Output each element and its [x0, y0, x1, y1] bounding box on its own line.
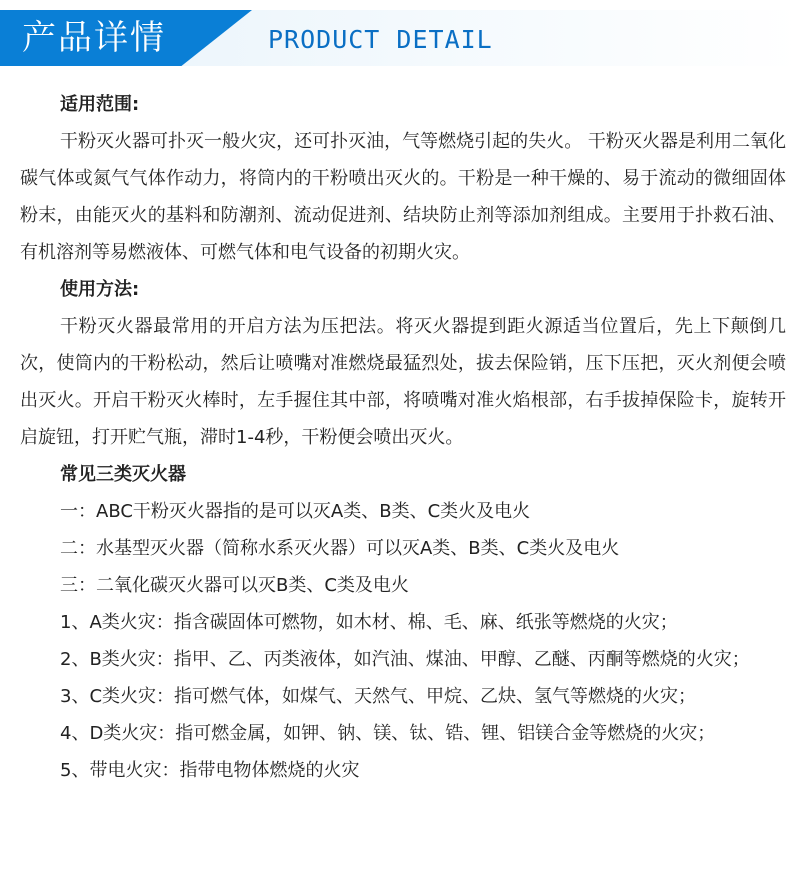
header-title-cn: 产品详情 — [22, 18, 166, 58]
fire-class-item: 3、C类火灾：指可燃气体，如煤气、天然气、甲烷、乙炔、氢气等燃烧的火灾； — [60, 686, 697, 707]
usage-heading: 使用方法: — [60, 279, 140, 300]
scope-heading: 适用范围: — [60, 94, 140, 115]
fire-class-item: 5、带电火灾：指带电物体燃烧的火灾 — [60, 760, 360, 781]
fire-class-item: 4、D类火灾：指可燃金属，如钾、钠、镁、钛、锆、锂、铝镁合金等燃烧的火灾； — [60, 723, 716, 744]
product-detail-content — [20, 86, 786, 789]
header-title-en: PRODUCT DETAIL — [268, 25, 493, 54]
fire-class-item: 1、A类火灾：指含碳固体可燃物，如木材、棉、毛、麻、纸张等燃烧的火灾； — [60, 612, 678, 633]
type-item: 三：二氧化碳灭火器可以灭B类、C类及电火 — [60, 575, 409, 596]
types-heading: 常见三类灭火器 — [60, 464, 186, 485]
usage-paragraph: 干粉灭火器最常用的开启方法为压把法。将灭火器提到距火源适当位置后，先上下颠倒几次，使筒内的干粉松动，然后让喷嘴对准燃烧最猛烈处，拔去保险销，压下压把，灭火剂便会喷出灭火。开启干粉灭火棒时，左手握住其中部，将喷嘴对准火焰根部，右手拔掉保险卡，旋转开启旋钮，打开贮气瓶，滞时1-4秒，干粉便会喷出灭火。 — [20, 316, 786, 448]
scope-paragraph: 干粉灭火器可扑灭一般火灾，还可扑灭油，气等燃烧引起的失火。 干粉灭火器是利用二氧化碳气体或氮气气体作动力，将筒内的干粉喷出灭火的。干粉是一种干燥的、易于流动的微细固体粉末，由能灭火的基料和防潮剂、流动促进剂、结块防止剂等添加剂组成。主要用于扑救石油、有机溶剂等易燃液体、可燃气体和电气设备的初期火灾。 — [20, 131, 786, 263]
section-header — [0, 0, 800, 66]
type-item: 二：水基型灭火器（简称水系灭火器）可以灭A类、B类、C类火及电火 — [60, 538, 620, 559]
fire-class-item: 2、B类火灾：指甲、乙、丙类液体，如汽油、煤油、甲醇、乙醚、丙酮等燃烧的火灾； — [60, 649, 750, 670]
type-item: 一：ABC干粉灭火器指的是可以灭A类、B类、C类火及电火 — [60, 501, 531, 522]
